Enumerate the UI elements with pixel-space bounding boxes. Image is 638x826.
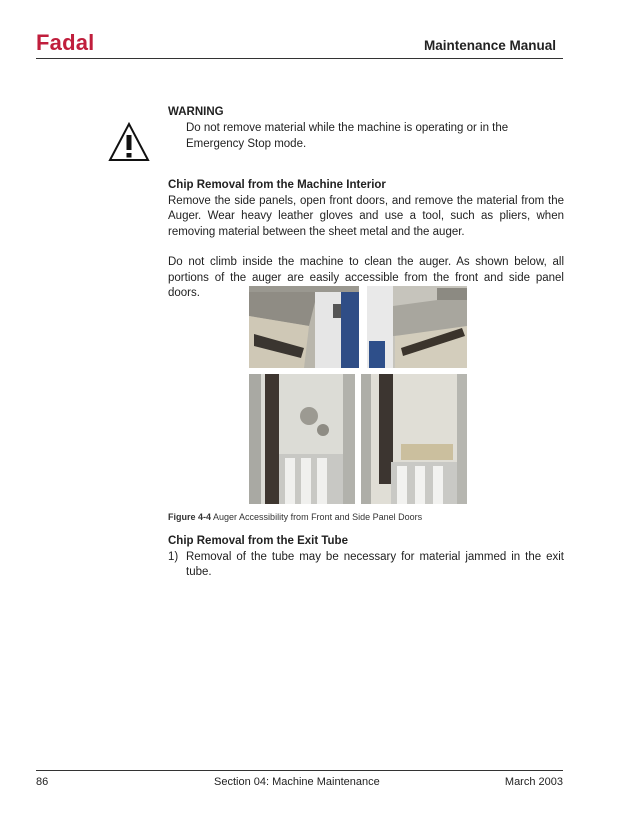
photo-side-panel-right — [361, 374, 467, 504]
warning-title: WARNING — [168, 106, 224, 118]
photo-front-door-left — [249, 286, 359, 368]
manual-title: Maintenance Manual — [423, 38, 556, 53]
brand-logo: Fadal — [36, 30, 95, 55]
figure-label: Figure 4-4 — [168, 512, 212, 522]
page-number: 86 — [36, 776, 49, 788]
paragraph-do-not-climb: Do not climb inside the machine to clean the auger. As shown below, all portions of the auger are easily accessible from the front and side panel doors. — [168, 256, 564, 299]
photo-side-panel-left — [249, 374, 355, 504]
step-text: Removal of the tube may be necessary for material jammed in the exit tube. — [186, 550, 564, 578]
section-exit-tube — [168, 534, 564, 581]
footer-section-title: Section 04: Machine Maintenance — [214, 776, 380, 788]
paragraph-gap — [168, 240, 564, 255]
figure-caption-text: Auger Accessibility from Front and Side Panel Doors — [213, 512, 423, 522]
warning-text: Do not remove material while the machine is operating or in the Emergency Stop mode. — [186, 122, 509, 150]
figure-caption — [168, 512, 422, 522]
photo-front-door-right — [367, 286, 467, 368]
section-heading-interior: Chip Removal from the Machine Interior — [168, 179, 386, 191]
footer-date: March 2003 — [504, 776, 563, 788]
figure-photos — [249, 286, 467, 504]
step-item — [168, 550, 564, 581]
warning-block — [168, 104, 564, 152]
footer-rule — [36, 770, 563, 771]
step-number: 1) — [168, 550, 179, 563]
paragraph-remove-material: Remove the side panels, open front doors, and remove the material from the Auger. Wear heavy leather gloves and use a tool, such as pliers, when removing material between the sheet metal and the auger. — [168, 194, 564, 238]
warning-icon — [108, 122, 150, 162]
header-rule — [36, 58, 563, 59]
section-interior — [168, 178, 564, 302]
section-heading-exit-tube: Chip Removal from the Exit Tube — [168, 535, 348, 547]
